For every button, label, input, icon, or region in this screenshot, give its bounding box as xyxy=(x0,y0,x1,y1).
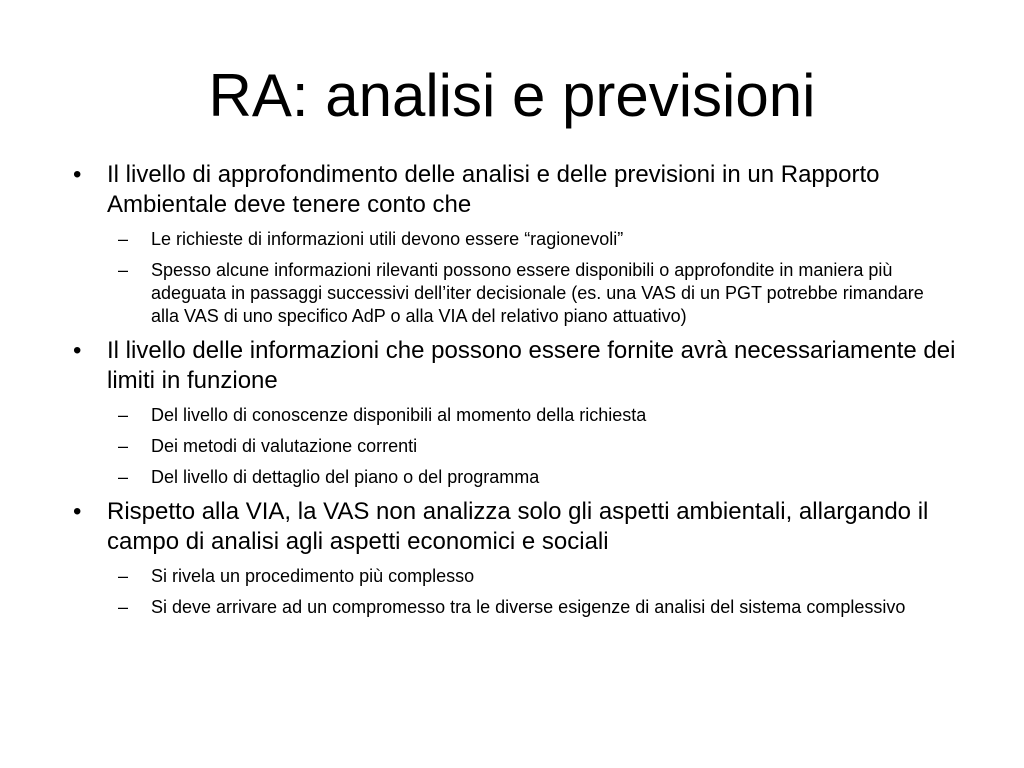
sub-bullet-item xyxy=(107,596,931,619)
dash-marker: – xyxy=(118,566,129,586)
sub-bullet-text: Del livello di conoscenze disponibili al momento della richiesta xyxy=(151,405,647,425)
slide-title: RA: analisi e previsioni xyxy=(208,62,816,129)
sub-bullet-item xyxy=(107,435,931,458)
sub-bullet-item xyxy=(107,228,931,251)
dash-marker: – xyxy=(118,405,129,425)
sub-bullet-text: Le richieste di informazioni utili devono essere “ragionevoli” xyxy=(151,229,624,249)
bullet-marker: • xyxy=(73,161,82,188)
sub-bullet-text: Si rivela un procedimento più complesso xyxy=(151,566,475,586)
bullet-marker: • xyxy=(73,337,82,364)
sub-bullet-item xyxy=(107,466,931,489)
bullet-item xyxy=(72,160,972,328)
sub-bullet-list xyxy=(107,404,972,489)
sub-bullet-text: Del livello di dettaglio del piano o del programma xyxy=(151,467,540,487)
sub-bullet-text: Spesso alcune informazioni rilevanti possono essere disponibili o approfondite in maniera più adeguata in passaggi successivi dell’iter decisionale (es. una VAS di un PGT potrebbe rimandare alla VAS di uno specifico AdP o alla VIA del relativo piano attuativo) xyxy=(151,260,924,326)
bullet-list xyxy=(72,160,972,627)
bullet-text: Rispetto alla VIA, la VAS non analizza solo gli aspetti ambientali, allargando il campo di analisi agli aspetti economici e sociali xyxy=(107,498,929,555)
bullet-item xyxy=(72,497,972,619)
bullet-text: Il livello di approfondimento delle analisi e delle previsioni in un Rapporto Ambientale deve tenere conto che xyxy=(107,161,880,218)
dash-marker: – xyxy=(118,436,129,456)
bullet-item xyxy=(72,336,972,489)
sub-bullet-item xyxy=(107,565,931,588)
bullet-marker: • xyxy=(73,498,82,525)
dash-marker: – xyxy=(118,260,129,280)
bullet-text: Il livello delle informazioni che possono essere fornite avrà necessariamente dei limiti in funzione xyxy=(107,337,956,394)
dash-marker: – xyxy=(118,229,129,249)
sub-bullet-list xyxy=(107,228,972,328)
sub-bullet-text: Si deve arrivare ad un compromesso tra le diverse esigenze di analisi del sistema complessivo xyxy=(151,597,906,617)
sub-bullet-text: Dei metodi di valutazione correnti xyxy=(151,436,418,456)
dash-marker: – xyxy=(118,597,129,617)
sub-bullet-list xyxy=(107,565,972,619)
sub-bullet-item xyxy=(107,259,931,328)
dash-marker: – xyxy=(118,467,129,487)
sub-bullet-item xyxy=(107,404,931,427)
